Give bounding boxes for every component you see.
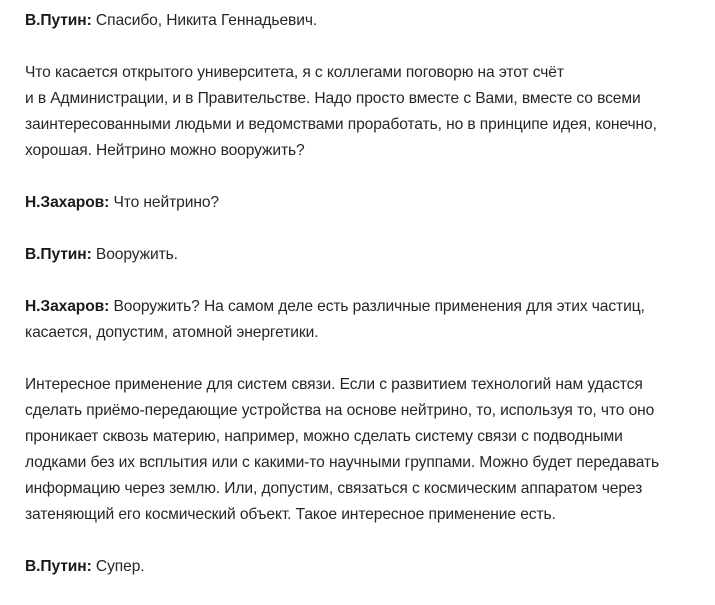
speech-line: Интересное применение для систем связи. Если с развитием технологий нам удастся [25, 376, 643, 393]
speech-line: и в Администрации, и в Правительстве. Надо просто вместе с Вами, вместе со всеми [25, 90, 641, 107]
speech-text: Вооружить? На самом деле есть различные применения для этих частиц, [109, 298, 645, 315]
speech-line: заинтересованными людьми и ведомствами проработать, но в принципе идея, конечно, [25, 116, 657, 133]
paragraph-communication-systems [25, 372, 705, 528]
speech-line: информацию через землю. Или, допустим, связаться с космическим аппаратом через [25, 480, 643, 497]
speech-text: Что нейтрино? [109, 194, 219, 211]
speaker-name: В.Путин: [25, 246, 92, 263]
speech-line: хорошая. Нейтрино можно вооружить? [25, 142, 305, 159]
paragraph-putin-super [25, 554, 705, 580]
paragraph-zakharov-applications [25, 294, 705, 346]
speech-text: Спасибо, Никита Геннадьевич. [91, 12, 318, 29]
paragraph-putin-thanks [25, 8, 705, 34]
speech-line: касается, допустим, атомной энергетики. [25, 324, 319, 341]
speech-line: лодками без их всплытия или с какими-то научными группами. Можно будет передавать [25, 454, 659, 471]
speech-line: сделать приёмо-передающие устройства на основе нейтрино, то, используя то, что оно [25, 402, 655, 419]
paragraph-zakharov-question [25, 190, 705, 216]
speech-text: Вооружить. [91, 246, 178, 263]
speaker-name: В.Путин: [25, 558, 92, 575]
paragraph-putin-arm [25, 242, 705, 268]
speech-line: проникает сквозь материю, например, можно сделать систему связи с подводными [25, 428, 623, 445]
speech-text: Супер. [91, 558, 145, 575]
speaker-name: Н.Захаров: [25, 194, 110, 211]
speech-line: затеняющий его космический объект. Такое интересное применение есть. [25, 506, 556, 523]
paragraph-open-university [25, 60, 705, 164]
speaker-name: В.Путин: [25, 12, 92, 29]
speech-line: Что касается открытого университета, я с коллегами поговорю на этот счёт [25, 64, 564, 81]
speaker-name: Н.Захаров: [25, 298, 110, 315]
